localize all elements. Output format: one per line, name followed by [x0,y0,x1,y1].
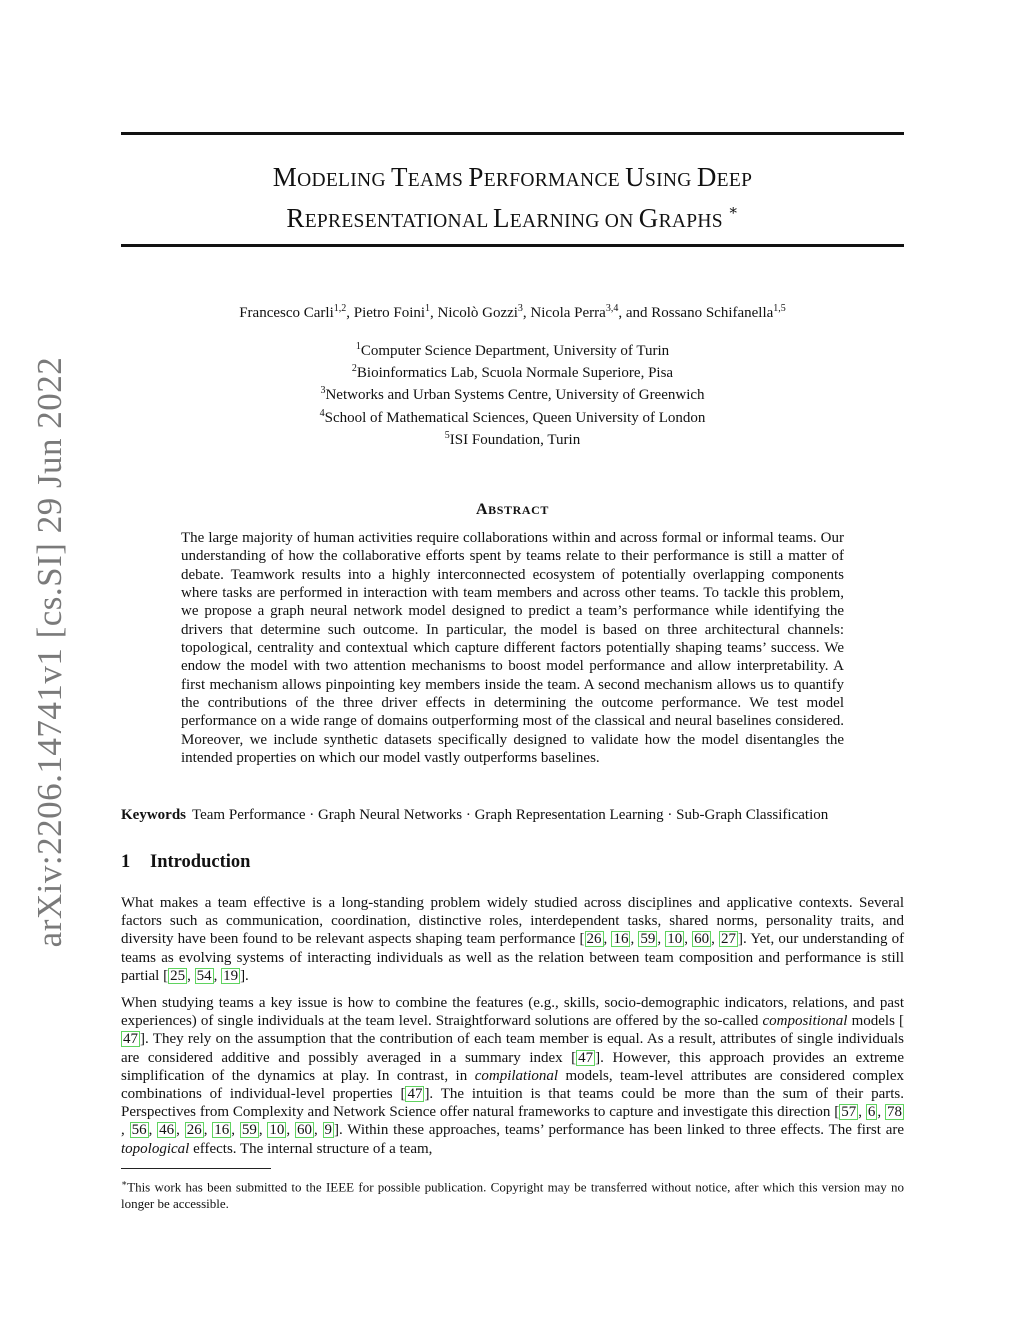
body-text: , [603,931,612,948]
footnote-text: This work has been submitted to the IEEE for possible publication. Copyright may be transferred without notice, after which this version may no longer be accessible. [121,1179,904,1211]
body-text: , [231,1122,240,1139]
citation-link[interactable]: 46 [159,1122,175,1139]
citation-link[interactable]: 60 [694,931,710,948]
citation-link[interactable]: 56 [131,1122,147,1139]
body-text: , [213,967,222,984]
author-name: Nicola Perra [530,305,606,321]
title-initial: D [696,162,717,192]
citation-link[interactable]: 19 [223,967,239,984]
title-initial: P [468,162,484,192]
abstract-heading-initial: A [475,501,489,518]
title-smallcaps: SING [644,170,697,191]
body-text: effects. The internal structure of a team, [189,1140,433,1157]
body-text: , [203,1122,213,1139]
section-heading-introduction [121,852,250,873]
title-initial: M [272,162,298,192]
affiliation-text: ISI Foundation, Turin [449,431,581,448]
title-initial: R [286,203,305,233]
emphasis-text: compilational [474,1067,559,1084]
title-line-2 [121,197,904,238]
title-smallcaps: EAMS [407,170,469,191]
keywords-list: Team Performance · Graph Neural Networks · Graph Representation Learning · Sub-Graph Classification [192,807,829,823]
body-text: , [258,1122,268,1139]
body-text: ]. However, this approach provides an extreme simplification of the dynamics at play. In contrast, in [121,1049,904,1084]
author-name: Nicolò Gozzi [437,305,518,321]
affiliation-line [121,405,904,427]
title-smallcaps: RAPHS [658,211,729,232]
citation-link[interactable]: 16 [214,1122,230,1139]
emphasis-text: compositional [762,1013,848,1030]
body-text: , [630,931,639,948]
footnote-mark: ∗ [121,1178,128,1188]
affiliation-text: Computer Science Department, University of Turin [360,343,670,359]
abstract-heading [121,501,904,519]
body-text: When studying teams a key issue is how to combine the features (e.g., skills, socio-demographic indicators, relations, and past experiences) of single individuals at the team level. Straightforward solutions are offered by the so-called [121,995,904,1030]
citation-link[interactable]: 47 [407,1086,423,1103]
author-affiliation-marker: 3,4 [605,303,619,314]
affiliation-number: 5 [444,429,450,441]
body-text: ]. [240,967,249,984]
author-name: Rossano Schifanella [651,305,774,321]
author-list [121,300,904,322]
affiliation-line [121,338,904,360]
title-rule-bottom [121,244,904,247]
title-line-1 [121,161,904,197]
affiliation-line [121,360,904,382]
body-text: , [286,1122,295,1139]
citation-link[interactable]: 59 [241,1122,257,1139]
citation-link[interactable]: 25 [170,967,186,984]
body-text: ]. Yet, our understanding of teams as evolving systems of interacting individuals as well as the relation between team composition and performance is still partial [ [121,931,905,984]
affiliation-line [121,427,904,449]
citation-link[interactable]: 78 [887,1104,903,1121]
arxiv-identifier: arXiv:2206.14741v1 [cs.SI] 29 Jun 2022 [30,356,69,948]
author-affiliation-marker: 1,5 [773,303,786,314]
title-smallcaps: EPRESENTATIONAL [304,211,493,232]
body-text: , [657,931,666,948]
body-text: , [858,1104,866,1121]
citation-link[interactable]: 54 [196,967,212,984]
citation-link[interactable]: 27 [721,931,736,948]
keywords-label: Keywords [121,807,186,823]
citation-link[interactable]: 47 [578,1049,594,1066]
citation-link[interactable]: 16 [613,931,629,948]
title-smallcaps: EEP [716,170,753,191]
body-text: , [148,1122,158,1139]
title-initial: G [638,203,659,233]
author-separator: , [346,305,354,321]
author-separator: , and [618,305,652,321]
body-text: , [121,1122,130,1139]
body-text: , [711,931,719,948]
intro-paragraph-2 [121,994,904,1158]
body-text: ]. The intuition is that teams could be more than the sum of their parts. Perspectives from Complexity and Network Science offer natural frameworks to capture and investigate this direction [ [121,1086,904,1121]
author-affiliation-marker: 1,2 [333,303,347,314]
citation-link[interactable]: 47 [123,1031,138,1048]
title-footnote-mark: ∗ [728,203,739,219]
citation-link[interactable]: 26 [586,931,602,948]
body-text: , [187,967,195,984]
citation-link[interactable]: 10 [667,931,683,948]
title-initial: T [391,162,408,192]
section-title: Introduction [150,852,251,872]
citation-link[interactable]: 10 [269,1122,285,1139]
abstract-text: The large majority of human activities require collaborations within and across formal or informal teams. Our understanding of how the collaborative efforts spent by teams relate to their performance is still a matter of debate. Teamwork results into a highly interconnected ecosystem of potentially overlapping components where tasks are performed in interaction with team members and across other teams. To tackle this problem, we propose a graph neural network model designed to predict a team’s performance while identifying the drivers that determine such outcome. In particular, the model is based on three architectural channels: topological, centrality and contextual which capture different factors potentially shaping teams’ success. We endow the model with two attention mechanisms to boost model performance and allow interpretability. A first mechanism allows pinpointing key members inside the team. A second mechanism allows us to quantify the contributions of the three driver effects in determining the outcome performance. We test model performance on a wide range of domains outperforming most of the classical and neural baselines considered. Moreover, we include synthetic datasets specifically designed to validate how the model disentangles the intended properties on which our model vastly outperforms baselines. [181,530,844,767]
title-initial: L [493,203,510,233]
title-rule-top [121,132,904,135]
body-text: ]. They rely on the assumption that the contribution of each team member is equal. As a result, attributes of single individuals are considered additive and possibly averaged in a summary index [ [121,1031,904,1066]
body-text: , [684,931,693,948]
author-separator: , [522,305,531,321]
abstract-heading-rest: BSTRACT [488,503,550,517]
paper-title [121,161,904,238]
affiliation-text: Bioinformatics Lab, Scuola Normale Superiore, Pisa [356,365,674,382]
body-text: ]. Within these approaches, teams’ performance has been linked to three effects. The first are [334,1122,905,1139]
body-text: , [313,1122,323,1139]
affiliation-number: 1 [355,341,361,352]
title-initial: U [625,162,645,192]
citation-link[interactable]: 57 [841,1104,857,1121]
citation-link[interactable]: 6 [867,1104,876,1121]
body-text: , [176,1122,185,1139]
affiliation-number: 2 [351,363,357,375]
citation-link[interactable]: 26 [186,1122,202,1139]
body-text: , [877,1104,886,1121]
footnote-rule [121,1168,271,1169]
body-text: models, team-level attributes are considered complex combinations of individual-level properties [ [121,1067,904,1103]
affiliation-line [121,382,904,404]
emphasis-text: topological [121,1140,190,1157]
affiliation-number: 3 [320,385,326,397]
author-affiliation-marker: 3 [517,303,523,314]
affiliation-text: School of Mathematical Sciences, Queen University of London [324,409,706,426]
citation-link[interactable]: 9 [324,1122,332,1139]
author-separator: , [430,305,438,321]
title-smallcaps: ERFORMANCE [483,170,626,191]
title-smallcaps: EARNING ON [509,211,639,232]
title-smallcaps: ODELING [297,170,391,191]
keywords [121,806,904,824]
affiliation-number: 4 [319,407,325,419]
footnote [121,1175,904,1212]
affiliation-text: Networks and Urban Systems Centre, University of Greenwich [325,387,705,404]
citation-link[interactable]: 59 [640,931,656,948]
author-name: Pietro Foini [353,305,426,321]
author-name: Francesco Carli [239,305,334,321]
body-text: models [ [847,1013,904,1030]
body-text: What makes a team effective is a long-standing problem widely studied across disciplines and applicative contexts. Several factors such as communication, coordination, distinctive roles, interdependent tasks, shared norms, personality traits, and diversity have been found to be relevant aspects shaping team performance [ [121,895,904,948]
affiliation-list [121,338,904,449]
citation-link[interactable]: 60 [296,1122,312,1139]
author-affiliation-marker: 1 [425,303,431,314]
section-number: 1 [121,852,131,872]
intro-paragraph-1 [121,894,904,985]
